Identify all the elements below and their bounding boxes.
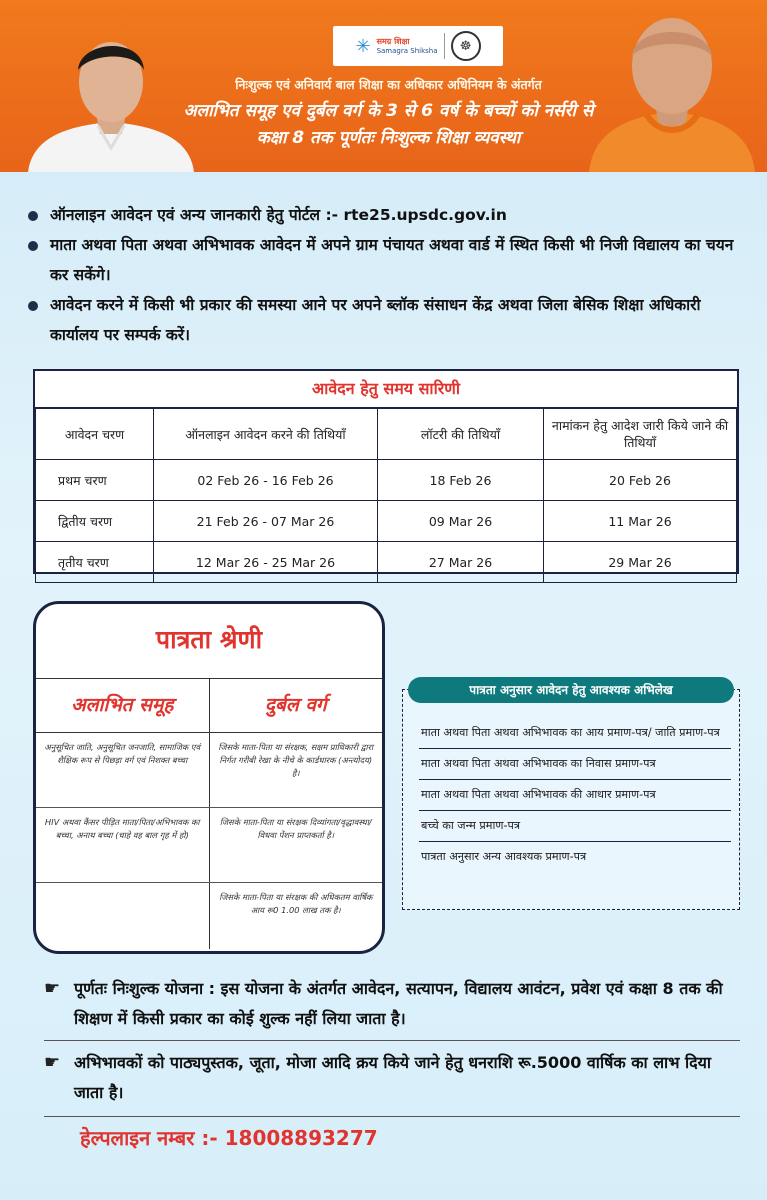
- column-header: नामांकन हेतु आदेश जारी किये जाने की तिथियाँ: [544, 409, 737, 460]
- official-photo-right: [587, 4, 757, 172]
- helpline-number: हेल्पलाइन नम्बर :- 18008893277: [80, 1126, 378, 1150]
- disadvantaged-group-header: अलाभित समूह: [36, 679, 210, 732]
- required-documents-box: [402, 689, 740, 910]
- act-subtitle: निःशुल्क एवं अनिवार्य बाल शिक्षा का अधिकार अधिनियम के अंतर्गत: [235, 77, 542, 92]
- pointing-hand-icon: ☛: [44, 978, 61, 999]
- list-item: माता अथवा पिता अथवा अभिभावक आवेदन में अपने ग्राम पंचायत अथवा वार्ड में स्थित किसी भी निजी विद्यालय का चयन कर सकेंगे।: [24, 230, 744, 290]
- documents-title: पात्रता अनुसार आवेदन हेतु आवश्यक अभिलेख: [408, 677, 734, 703]
- table-row: प्रथम चरण 02 Feb 26 - 16 Feb 26 18 Feb 26 20 Feb 26: [36, 460, 737, 501]
- info-bullets: [24, 200, 744, 350]
- logo-mark-icon: ✳: [355, 35, 371, 57]
- table-row: HIV अथवा कैंसर पीड़ित माता/पिता/अभिभावक का बच्चा, अनाथ बच्चा (चाहे वह बाल गृह में हो) जिसके माता-पिता या संरक्षक दिव्यांगता/वृद्धावस्था/विधवा पेंशन प्राप्तकर्ता है।: [36, 808, 382, 883]
- list-item: माता अथवा पिता अथवा अभिभावक की आधार प्रमाण-पत्र: [419, 780, 731, 811]
- bullet-icon: [28, 211, 38, 221]
- divider: [44, 1040, 740, 1041]
- table-row: तृतीय चरण 12 Mar 26 - 25 Mar 26 27 Mar 26 29 Mar 26: [36, 542, 737, 583]
- logo-name-hindi: समग्र शिक्षा: [376, 36, 410, 46]
- state-emblem-icon: ☸: [451, 31, 481, 61]
- list-item: पात्रता अनुसार अन्य आवश्यक प्रमाण-पत्र: [421, 850, 587, 863]
- free-scheme-point: ☛ पूर्णतः निःशुल्क योजना : इस योजना के अंतर्गत आवेदन, सत्यापन, विद्यालय आवंटन, प्रवेश एवं कक्षा 8 तक की शिक्षण में किसी प्रकार का कोई शुल्क नहीं लिया जाता है।: [44, 974, 744, 1034]
- scheme-title: अलाभित समूह एवं दुर्बल वर्ग के 3 से 6 वर्ष के बच्चों को नर्सरी से कक्षा 8 तक पूर्णतः निःशुल्क शिक्षा व्यवस्था: [183, 101, 594, 148]
- allowance-point: ☛ अभिभावकों को पाठ्यपुस्तक, जूता, मोजा आदि क्रय किये जाने हेतु धनराशि रू.5000 वार्षिक का लाभ दिया जाता है।: [44, 1048, 744, 1108]
- list-item: आवेदन करने में किसी भी प्रकार की समस्या आने पर अपने ब्लॉक संसाधन केंद्र अथवा जिला बेसिक शिक्षा अधिकारी कार्यालय पर सम्पर्क करें।: [24, 290, 744, 350]
- bullet-icon: [28, 301, 38, 311]
- table-row: अनुसूचित जाति, अनुसूचित जनजाति, सामाजिक एवं शैक्षिक रूप से पिछड़ा वर्ग एवं निशक्त बच्चा जिसके माता-पिता या संरक्षक, सक्षम प्राधिकारी द्वारा निर्गत गरीबी रेखा के नीचे के कार्डधारक (अन्त्योदय) है।: [36, 733, 382, 808]
- table-row: जिसके माता-पिता या संरक्षक की अधिकतम वार्षिक आय रू0 1.00 लाख तक है।: [36, 883, 382, 949]
- samagra-shiksha-logo: [333, 26, 503, 66]
- column-header: आवेदन चरण: [36, 409, 154, 460]
- pointing-hand-icon: ☛: [44, 1052, 61, 1073]
- column-header: लॉटरी की तिथियाँ: [378, 409, 544, 460]
- logo-name-english: Samagra Shiksha: [376, 46, 438, 55]
- eligibility-card: [33, 601, 385, 954]
- eligibility-title: पात्रता श्रेणी: [155, 625, 263, 654]
- column-header: ऑनलाइन आवेदन करने की तिथियाँ: [154, 409, 378, 460]
- list-item: बच्चे का जन्म प्रमाण-पत्र: [419, 811, 731, 842]
- bullet-icon: [28, 241, 38, 251]
- table-header-row: [36, 409, 737, 460]
- schedule-title: आवेदन हेतु समय सारिणी: [35, 371, 737, 408]
- table-row: द्वितीय चरण 21 Feb 26 - 07 Mar 26 09 Mar 26 11 Mar 26: [36, 501, 737, 542]
- header-banner: [0, 0, 767, 172]
- weaker-section-header: दुर्बल वर्ग: [264, 694, 327, 716]
- list-item: माता अथवा पिता अथवा अभिभावक का निवास प्रमाण-पत्र: [419, 749, 731, 780]
- list-item: माता अथवा पिता अथवा अभिभावक का आय प्रमाण-पत्र/ जाति प्रमाण-पत्र: [419, 718, 731, 749]
- schedule-table: [33, 369, 739, 574]
- list-item: ऑनलाइन आवेदन एवं अन्य जानकारी हेतु पोर्टल :- rte25.upsdc.gov.in: [24, 200, 744, 230]
- divider: [44, 1116, 740, 1117]
